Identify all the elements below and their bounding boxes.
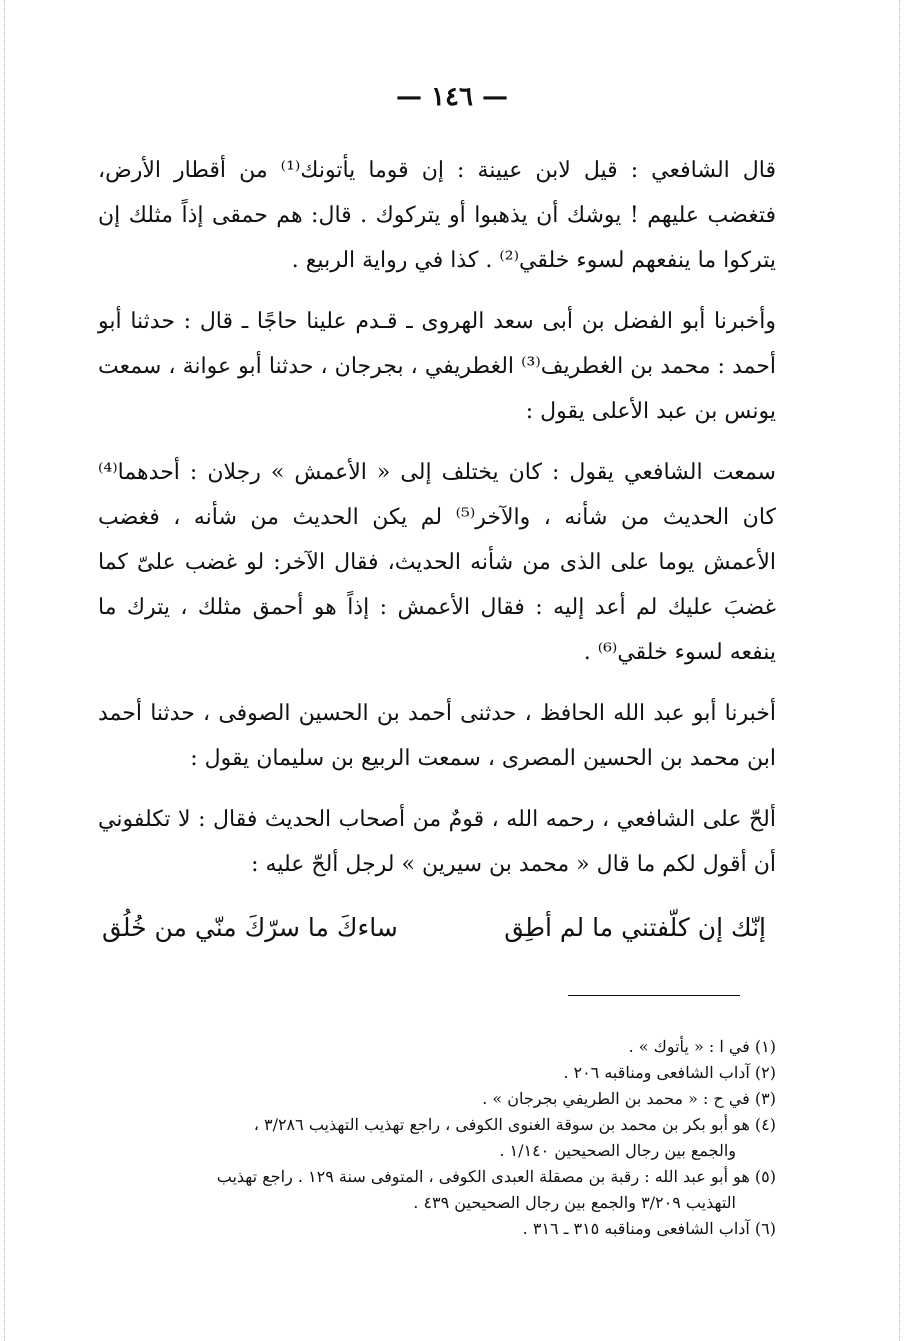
footnote: (٢) آداب الشافعى ومناقبه ٢٠٦ . (563, 1063, 776, 1082)
footnote: (٤) هو أبو بكر بن محمد بن سوقة الغنوى الكوفى ، راجع تهذيب التهذيب ٣/٢٨٦ ، (253, 1115, 776, 1134)
paragraph: ألحّ على الشافعي ، رحمه الله ، قومٌ من أصحاب الحديث فقال : لا تكلفوني أن أقول لكم ما قال « محمد بن سيرين » لرجل ألحّ عليه : (98, 807, 776, 877)
paragraph: قال الشافعي : قيل لابن عيينة : إن قوما يأتونك⁽¹⁾ من أقطار الأرض، فتغضب عليهم ! يوشك أن يذهبوا أو يتركوك . قال: هم حمقى إذاً مثلك إن يتركوا ما ينفعهم لسوء خلقي⁽²⁾ . كذا في رواية الربيع . (98, 158, 777, 273)
verse-first-hemistich: إنّك إن كلّفتني ما لم أطِق (504, 913, 766, 942)
footnote: (٥) هو أبو عبد الله : رقبة بن مصقلة العبدى الكوفى ، المتوفى سنة ١٢٩ . راجع تهذيب (216, 1167, 776, 1186)
paragraph: وأخبرنا أبو الفضل بن أبى سعد الهروى ـ قـدم علينا حاجًا ـ قال : حدثنا أبو أحمد : محمد بن الغطريف⁽³⁾ الغطريفي ، بجرجان ، حدثنا أبو عوانة ، سمعت يونس بن عبد الأعلى يقول : (98, 309, 777, 424)
main-text (98, 148, 776, 950)
left-edge-line (4, 0, 5, 1341)
verse-second-hemistich: ساءكَ ما سرّكَ منّي من خُلُق (102, 913, 398, 942)
footnote-continuation: والجمع بين رجال الصحيحين ١/١٤٠ . (499, 1141, 736, 1160)
paragraph: سمعت الشافعي يقول : كان يختلف إلى « الأعمش » رجلان : أحدهما⁽⁴⁾ كان الحديث من شأنه ، والآخر⁽⁵⁾ لم يكن الحديث من شأنه ، فغضب الأعمش يوما على الذى من شأنه الحديث، فقال الآخر: لو غضب علىّ كما غضبَ عليك لم أعد إليه : فقال الأعمش : إذاً هو أحمق مثلك ، يترك ما ينفعه لسوء خلقي⁽⁶⁾ . (98, 460, 776, 665)
footnote-separator (568, 995, 740, 996)
paragraph: أخبرنا أبو عبد الله الحافظ ، حدثنى أحمد بن الحسين الصوفى ، حدثنا أحمد ابن محمد بن الحسين المصرى ، سمعت الربيع بن سليمان يقول : (98, 701, 776, 771)
footnote: (٦) آداب الشافعى ومناقبه ٣١٥ ـ ٣١٦ . (522, 1219, 776, 1238)
footnotes (92, 1034, 776, 1242)
footnote-continuation: التهذيب ٣/٢٠٩ والجمع بين رجال الصحيحين ٤٣٩ . (413, 1193, 736, 1212)
footnote: (٣) في ح : « محمد بن الطريفي بجرجان » . (482, 1089, 776, 1108)
poetry-verse (98, 905, 776, 950)
footnote: (١) في ا : « يأتوك » . (628, 1037, 776, 1056)
page-number: — ١٤٦ — (395, 82, 509, 112)
right-edge-line (899, 0, 900, 1341)
